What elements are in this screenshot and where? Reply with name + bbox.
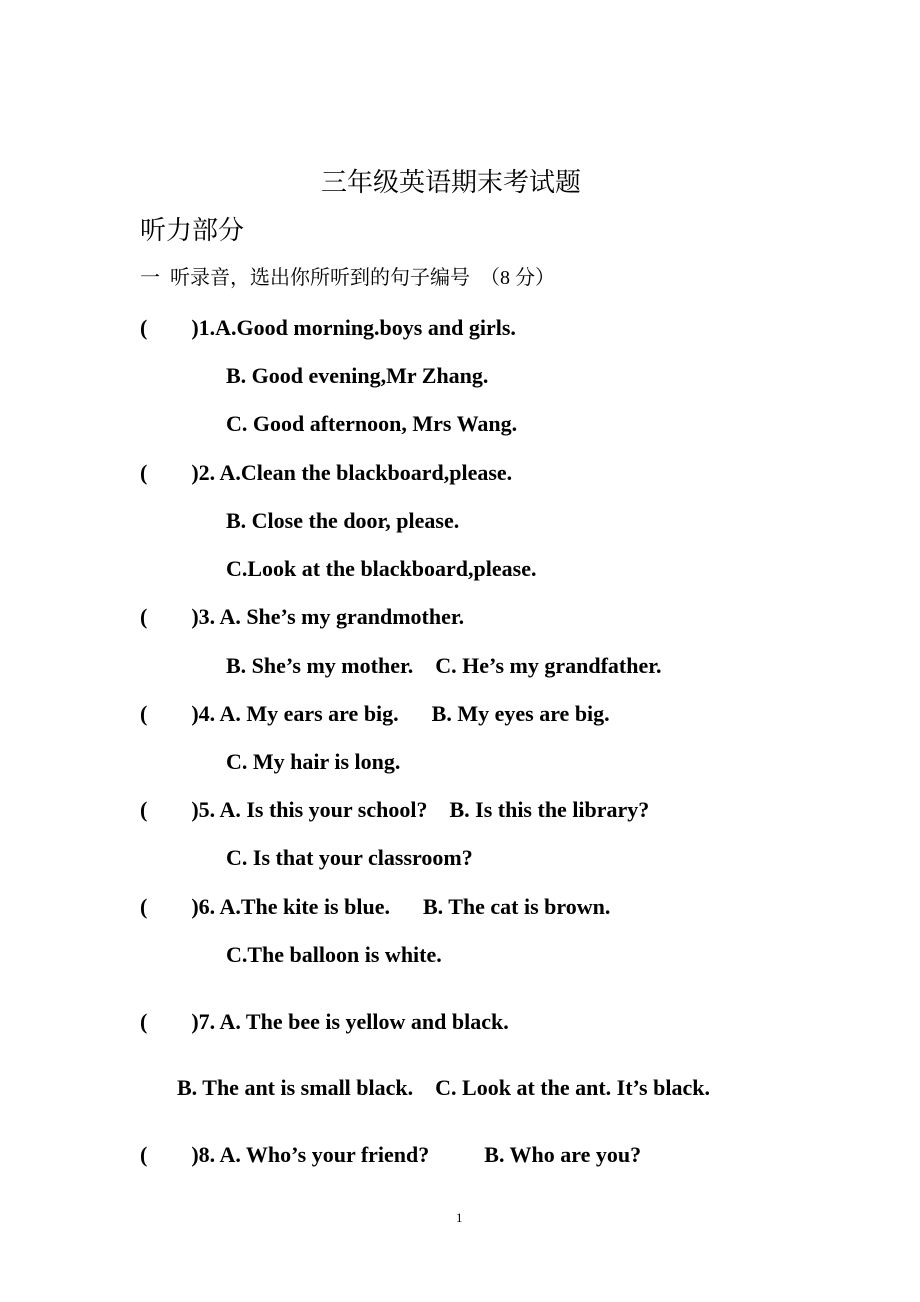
question-line: ( )5. A. Is this your school? B. Is this the library? [140, 797, 650, 822]
question-line: ( )4. A. My ears are big. B. My eyes are big. [140, 701, 610, 726]
question-line: ( )8. A. Who’s your friend? B. Who are you? [140, 1142, 642, 1167]
question-line: ( )7. A. The bee is yellow and black. [140, 1009, 509, 1034]
question-line: C. Is that your classroom? [226, 845, 473, 870]
question-line: B. Good evening,Mr Zhang. [226, 363, 489, 388]
question-line: ( )1.A.Good morning.boys and girls. [140, 315, 516, 340]
question-line: ( )3. A. She’s my grandmother. [140, 604, 465, 629]
question-line: C.Look at the blackboard,please. [226, 556, 537, 581]
question-line: B. She’s my mother. C. He’s my grandfather. [226, 653, 662, 678]
question-line: B. Close the door, please. [226, 508, 460, 533]
section-heading: 听力部分 [140, 216, 245, 245]
page-title: 三年级英语期末考试题 [321, 168, 582, 197]
page-number: 1 [456, 1210, 463, 1225]
question-line: ( )2. A.Clean the blackboard,please. [140, 460, 513, 485]
question-line: C. Good afternoon, Mrs Wang. [226, 411, 518, 436]
question-line: ( )6. A.The kite is blue. B. The cat is brown. [140, 894, 611, 919]
question-line: B. The ant is small black. C. Look at the ant. It’s black. [177, 1075, 710, 1100]
question-line: C.The balloon is white. [226, 942, 442, 967]
question-line: C. My hair is long. [226, 749, 401, 774]
instruction-line: 一 听录音，选出你所听到的句子编号 （8 分） [140, 267, 555, 289]
